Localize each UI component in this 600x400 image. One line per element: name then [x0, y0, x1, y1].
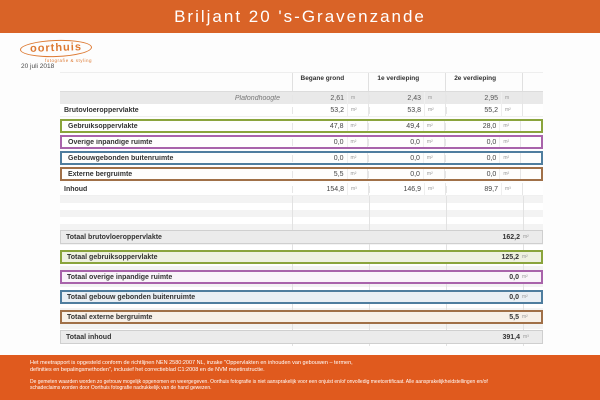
- column-header-begane-grond: Begane grond: [292, 73, 369, 91]
- column-header-empty: [60, 73, 292, 91]
- cell-value: 2,61: [292, 95, 347, 102]
- row-label: Inhoud: [64, 185, 88, 193]
- cell-value: 0,0: [445, 139, 500, 146]
- total-value: 391,4: [502, 333, 520, 341]
- column-header-spacer: [522, 73, 543, 91]
- cell-value: 2,95: [446, 95, 501, 102]
- total-value: 0,0: [509, 273, 519, 281]
- cell-value: 47,8: [292, 123, 347, 130]
- total-row-gebruiksoppervlakte: [60, 250, 543, 264]
- total-row-inhoud: [60, 330, 543, 344]
- total-unit: m²: [523, 234, 529, 240]
- cell-value: 0,0: [292, 139, 347, 146]
- cell-unit: m: [501, 92, 523, 104]
- table-row-brutovloeroppervlakte: [60, 104, 543, 117]
- cell-value: 0,0: [292, 155, 347, 162]
- footer-bar: [0, 355, 600, 400]
- table-row-inhoud: [60, 183, 543, 196]
- row-label: Plafondhoogte: [234, 94, 280, 102]
- cell-value: 0,0: [368, 155, 423, 162]
- cell-unit: m²: [423, 169, 445, 179]
- logo-tagline: fotografie & styling: [44, 58, 92, 63]
- total-row-gebouw-gebonden-buitenruimte: [60, 290, 543, 304]
- cell-value: 53,8: [369, 107, 424, 114]
- cell-unit: m²: [424, 104, 446, 116]
- footer-disclaimer-liability: De gemeten waarden worden zo getrouw mogelijk opgenomen en weergegeven. Oorthuis fotografie is niet aansprakelijk voor een onjuist en/of onvolledig meetcertificaat. Alle aansprakelijkheidstellingen en/of schadeclaims worden door Oorthuis fotografie nadrukkelijk van de hand gewezen.: [30, 378, 488, 392]
- cell-unit: m: [347, 92, 369, 104]
- cell-unit: m²: [423, 121, 445, 131]
- cell-value: 49,4: [368, 123, 423, 130]
- report-date: 20 juli 2018: [21, 63, 55, 70]
- cell-value: 2,43: [369, 95, 424, 102]
- total-row-brutovloeroppervlakte: [60, 230, 543, 244]
- cell-unit: m²: [347, 104, 369, 116]
- total-unit: m³: [523, 334, 529, 340]
- total-label: Totaal brutovloeroppervlakte: [66, 233, 162, 241]
- total-label: Totaal externe bergruimte: [67, 313, 153, 321]
- cell-value: 0,0: [368, 139, 423, 146]
- cell-value: 0,0: [445, 155, 500, 162]
- table-row-gebruiksoppervlakte: [60, 119, 543, 133]
- row-label: Gebouwgebonden buitenruimte: [68, 154, 174, 162]
- row-label: Brutovloeroppervlakte: [64, 106, 139, 114]
- table-row-plafondhoogte: [60, 92, 543, 104]
- column-header-1e-verdieping: 1e verdieping: [368, 73, 445, 91]
- cell-value: 55,2: [446, 107, 501, 114]
- table-row-gebouwgebonden-buitenruimte: [60, 151, 543, 165]
- cell-value: 146,9: [369, 186, 424, 193]
- logo: [20, 38, 92, 63]
- cell-value: 154,8: [292, 186, 347, 193]
- table-header-row: [60, 72, 543, 92]
- total-unit: m²: [522, 274, 528, 280]
- total-value: 162,2: [502, 233, 520, 241]
- column-header-2e-verdieping: 2e verdieping: [445, 73, 522, 91]
- cell-unit: m²: [347, 169, 369, 179]
- cell-value: 28,0: [445, 123, 500, 130]
- row-label: Gebruiksoppervlakte: [68, 122, 138, 130]
- cell-unit: m: [424, 92, 446, 104]
- total-label: Totaal overige inpandige ruimte: [67, 273, 173, 281]
- cell-unit: m²: [423, 153, 445, 163]
- cell-unit: m²: [499, 121, 521, 131]
- cell-value: 53,2: [292, 107, 347, 114]
- cell-unit: m²: [499, 153, 521, 163]
- total-label: Totaal inhoud: [66, 333, 112, 341]
- total-label: Totaal gebouw gebonden buitenruimte: [67, 293, 196, 301]
- cell-unit: m³: [501, 183, 523, 195]
- table-row-externe-bergruimte: [60, 167, 543, 181]
- total-unit: m²: [522, 294, 528, 300]
- table-row-overige-inpandige-ruimte: [60, 135, 543, 149]
- cell-unit: m³: [347, 183, 369, 195]
- logo-wordmark: oorthuis: [20, 39, 93, 59]
- total-value: 125,2: [501, 253, 519, 261]
- total-value: 5,5: [509, 313, 519, 321]
- total-row-overige-inpandige-ruimte: [60, 270, 543, 284]
- cell-unit: m²: [499, 137, 521, 147]
- cell-value: 89,7: [446, 186, 501, 193]
- total-unit: m²: [522, 254, 528, 260]
- cell-unit: m²: [501, 104, 523, 116]
- header-bar: [0, 0, 600, 33]
- row-label: Overige inpandige ruimte: [68, 138, 153, 146]
- cell-unit: m³: [424, 183, 446, 195]
- measurements-table: [60, 72, 543, 346]
- footer-disclaimer-norm: Het meetrapport is opgesteld conform de richtlijnen NEN 2580:2007 NL, inzake "Oppervlakten en inhouden van gebouwen – termen, definities en bepalingsmethoden", inclusief het correctieblad C1:2008 en de NVM meetinstructie.: [30, 360, 353, 374]
- total-row-externe-bergruimte: [60, 310, 543, 324]
- cell-value: 0,0: [445, 171, 500, 178]
- cell-unit: m²: [499, 169, 521, 179]
- cell-value: 5,5: [292, 171, 347, 178]
- totals-section: [60, 196, 543, 346]
- row-label: Externe bergruimte: [68, 170, 133, 178]
- cell-value: 0,0: [368, 171, 423, 178]
- cell-unit: m²: [423, 137, 445, 147]
- cell-unit: m²: [347, 121, 369, 131]
- page-title: Briljant 20 's-Gravenzande: [174, 6, 426, 26]
- cell-unit: m²: [347, 153, 369, 163]
- total-label: Totaal gebruiksoppervlakte: [67, 253, 158, 261]
- total-unit: m²: [522, 314, 528, 320]
- cell-unit: m²: [347, 137, 369, 147]
- total-value: 0,0: [509, 293, 519, 301]
